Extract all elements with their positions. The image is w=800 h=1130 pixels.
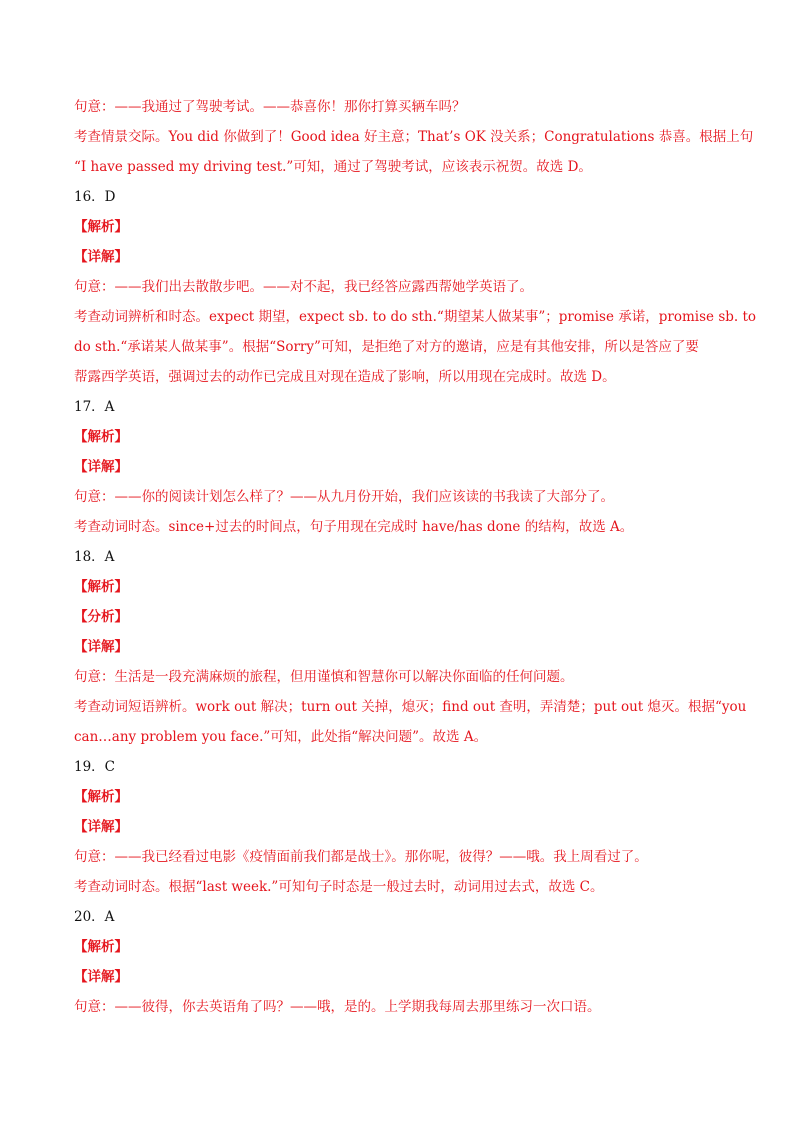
analysis-label-18: 【解析】 xyxy=(74,579,128,595)
explanation-16-line-2: do sth.“承诺某人做某事”。根据“Sorry”可知，是拒绝了对方的邀请，应是有其他安排，所以是答应了要 xyxy=(74,339,699,355)
explanation-17: 考查动词时态。since+过去的时间点，句子用现在完成时 have/has done 的结构，故选 A。 xyxy=(74,519,634,535)
analysis-label-16: 【解析】 xyxy=(74,219,128,235)
answer-16: 16．D xyxy=(74,189,116,205)
detail-label-19: 【详解】 xyxy=(74,819,128,835)
answer-19: 19．C xyxy=(74,759,116,775)
answer-20: 20．A xyxy=(74,909,115,925)
sentence-meaning-19: 句意：——我已经看过电影《疫情面前我们都是战士》。那你呢，彼得？——哦。我上周看过了。 xyxy=(74,849,648,865)
explanation-15-line-2: “I have passed my driving test.”可知，通过了驾驶考试，应该表示祝贺。故选 D。 xyxy=(74,159,592,175)
explanation-18-line-1: 考查动词短语辨析。work out 解决；turn out 关掉，熄灭；find out 查明，弄清楚；put out 熄灭。根据“you xyxy=(74,699,747,715)
explanation-15-line-1: 考查情景交际。You did 你做到了！Good idea 好主意；That’s OK 没关系；Congratulations 恭喜。根据上句 xyxy=(74,129,754,145)
sentence-meaning-16: 句意：——我们出去散散步吧。——对不起，我已经答应露西帮她学英语了。 xyxy=(74,279,533,295)
analyze-label-18: 【分析】 xyxy=(74,609,128,625)
detail-label-16: 【详解】 xyxy=(74,249,128,265)
detail-label-18: 【详解】 xyxy=(74,639,128,655)
sentence-meaning-15: 句意：——我通过了驾驶考试。——恭喜你！那你打算买辆车吗？ xyxy=(74,99,466,115)
sentence-meaning-17: 句意：——你的阅读计划怎么样了？——从九月份开始，我们应该读的书我读了大部分了。 xyxy=(74,489,614,505)
analysis-label-19: 【解析】 xyxy=(74,789,128,805)
sentence-meaning-18: 句意：生活是一段充满麻烦的旅程，但用谨慎和智慧你可以解决你面临的任何问题。 xyxy=(74,669,574,685)
explanation-19: 考查动词时态。根据“last week.”可知句子时态是一般过去时，动词用过去式，故选 C。 xyxy=(74,879,604,895)
detail-label-17: 【详解】 xyxy=(74,459,128,475)
sentence-meaning-20: 句意：——彼得，你去英语角了吗？——哦，是的。上学期我每周去那里练习一次口语。 xyxy=(74,999,601,1015)
explanation-16-line-3: 帮露西学英语，强调过去的动作已完成且对现在造成了影响，所以用现在完成时。故选 D。 xyxy=(74,369,616,385)
analysis-label-17: 【解析】 xyxy=(74,429,128,445)
explanation-16-line-1: 考查动词辨析和时态。expect 期望，expect sb. to do sth.“期望某人做某事”；promise 承诺，promise sb. to xyxy=(74,309,757,325)
analysis-label-20: 【解析】 xyxy=(74,939,128,955)
answer-18: 18．A xyxy=(74,549,115,565)
answer-17: 17．A xyxy=(74,399,115,415)
detail-label-20: 【详解】 xyxy=(74,969,128,985)
explanation-18-line-2: can…any problem you face.”可知，此处指“解决问题”。故选 A。 xyxy=(74,729,488,745)
